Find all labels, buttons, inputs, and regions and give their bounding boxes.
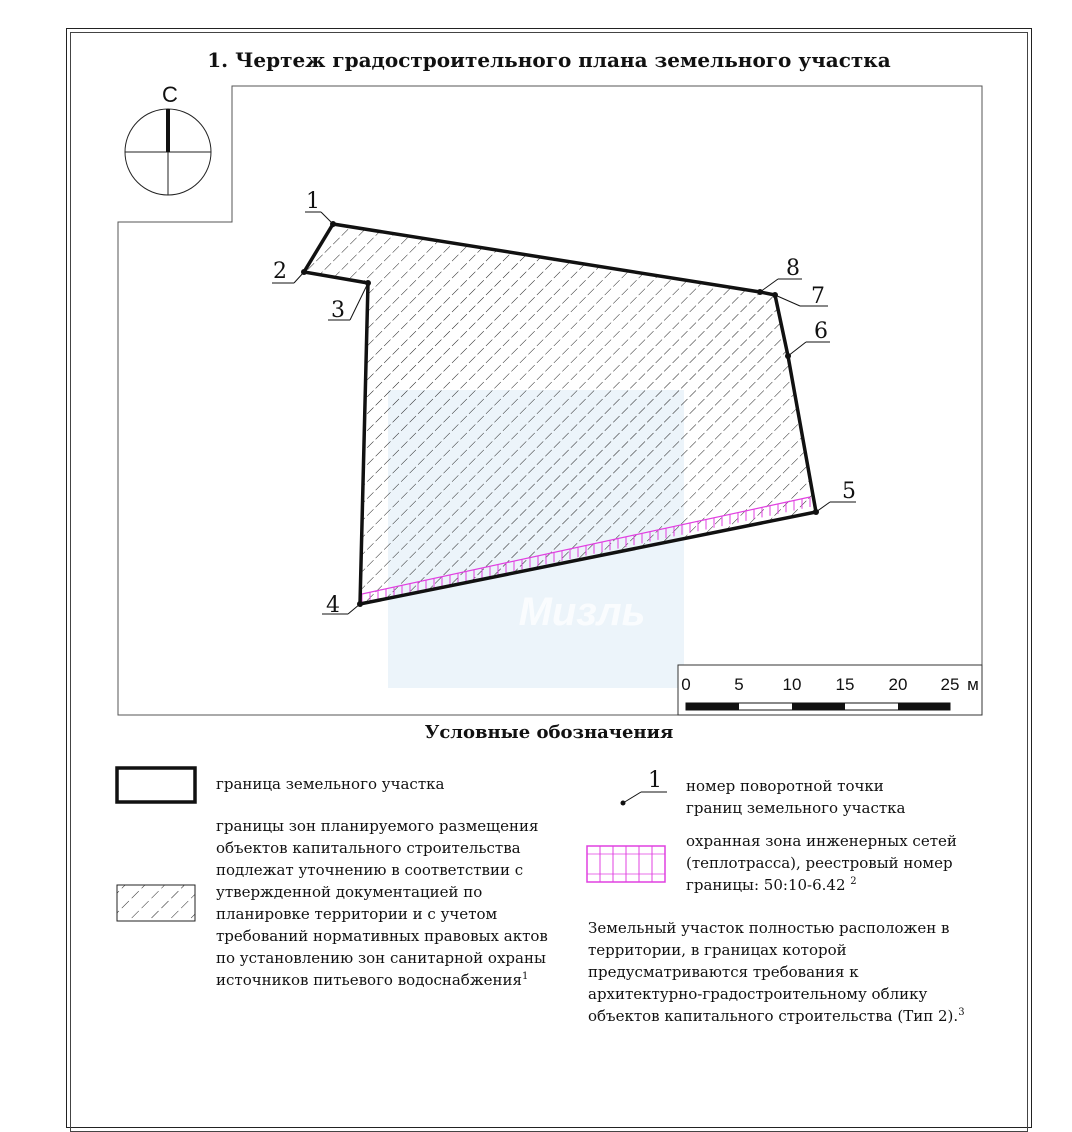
legend-title: Условные обозначения bbox=[424, 722, 674, 743]
turning-point-2 bbox=[272, 259, 307, 284]
turning-point-8-label: 8 bbox=[786, 256, 800, 281]
turning-point-1 bbox=[305, 189, 336, 227]
turning-point-5 bbox=[813, 479, 856, 515]
scale-tick-25: 25 bbox=[940, 675, 960, 694]
scale-unit: м bbox=[967, 675, 979, 694]
scale-tick-20: 20 bbox=[888, 675, 908, 694]
turning-point-6 bbox=[785, 319, 830, 359]
turning-point-7 bbox=[772, 284, 828, 309]
scale-tick-0: 0 bbox=[681, 675, 691, 694]
turning-point-4 bbox=[322, 593, 363, 618]
page-title: 1. Чертеж градостроительного плана земельного участка bbox=[207, 48, 891, 72]
legend-architecture-note-footnote: 3 bbox=[958, 1007, 965, 1018]
turning-point-1-label: 1 bbox=[306, 189, 320, 214]
compass-label: С bbox=[162, 82, 178, 107]
turning-point-4-label: 4 bbox=[326, 593, 340, 618]
parcel-hatch bbox=[304, 224, 816, 604]
legend-hatch-symbol bbox=[117, 885, 195, 921]
legend-protection-zone-footnote: 2 bbox=[850, 876, 857, 887]
legend-protection-zone-label: охранная зона инженерных сетей (теплотрасса), реестровый номер границы: 50:10-6.42 $^2$ bbox=[686, 832, 957, 894]
turning-point-2-label: 2 bbox=[273, 259, 287, 284]
legend-turning-point-symbol bbox=[621, 768, 668, 806]
legend-parcel-boundary-label: граница земельного участка bbox=[216, 775, 445, 793]
legend-turning-point-number: 1 bbox=[648, 768, 662, 793]
legend-protection-zone-symbol bbox=[587, 846, 665, 882]
legend-parcel-boundary-symbol bbox=[117, 768, 195, 802]
turning-point-5-label: 5 bbox=[842, 479, 856, 504]
legend-turning-point-label: номер поворотной точки границ земельного участка bbox=[686, 777, 906, 817]
turning-point-8 bbox=[757, 256, 802, 295]
scale-tick-15: 15 bbox=[835, 675, 855, 694]
legend-architecture-note: Земельный участок полностью расположен в территории, в границах которой предусматриваются требования к архитектурно-градостроительному облику объектов капитального строительства (Тип 2).$^3$ bbox=[588, 919, 965, 1025]
scale-bar bbox=[678, 665, 982, 715]
turning-point-3 bbox=[328, 280, 371, 323]
scale-tick-5: 5 bbox=[734, 675, 744, 694]
scale-tick-10: 10 bbox=[782, 675, 802, 694]
legend-zones-footnote: 1 bbox=[521, 971, 529, 982]
compass bbox=[125, 82, 211, 195]
turning-point-7-label: 7 bbox=[811, 284, 825, 309]
legend-zones-label: границы зон планируемого размещения объектов капитального строительства подлежат уточнению в соответствии с утвержденной документацией по планировке территории и с учетом требований нормативных правовых актов по установлению зон санитарной охраны источников питьевого водоснабжения$^1$ bbox=[216, 817, 548, 989]
watermark-text: Мизль bbox=[518, 590, 646, 634]
turning-point-6-label: 6 bbox=[814, 319, 828, 344]
turning-point-3-label: 3 bbox=[331, 298, 345, 323]
